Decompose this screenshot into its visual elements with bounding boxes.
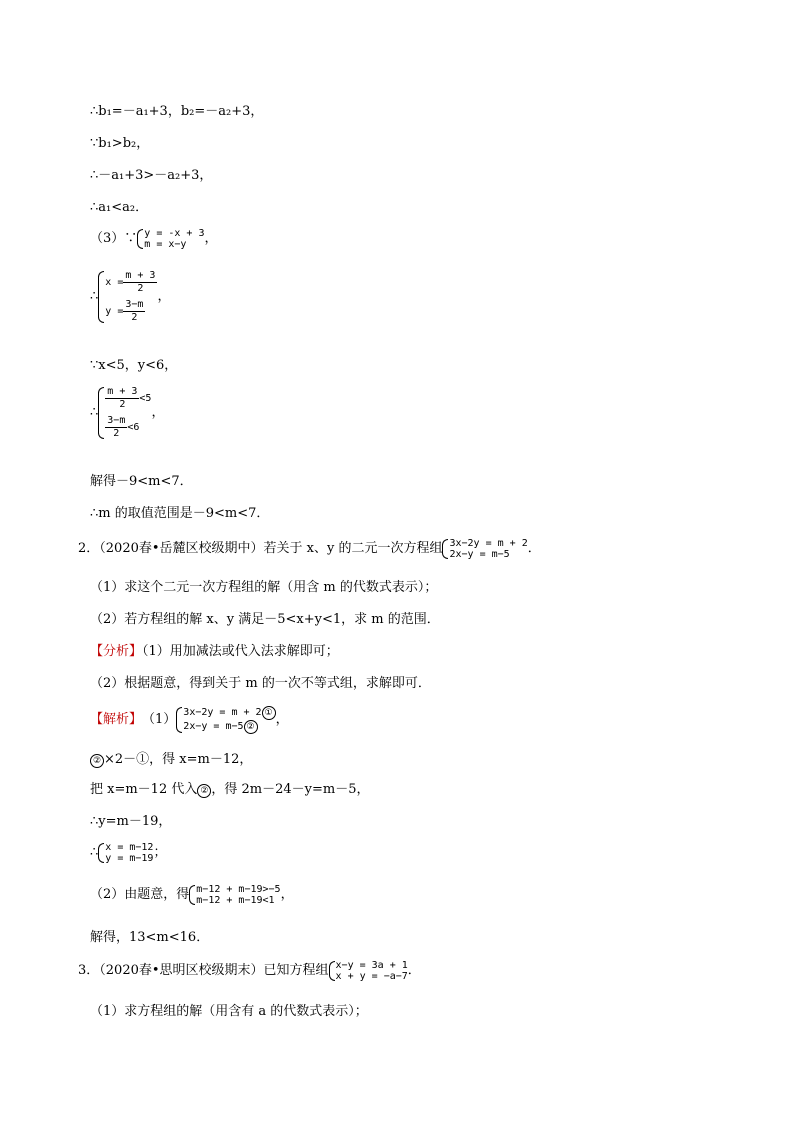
question-part: （1）求方程组的解（用含有 a 的代数式表示）； xyxy=(90,1004,368,1019)
solution-line: ② ×2－①，得 x=m－12， xyxy=(90,752,252,768)
solution-line: ∴b₁=－a₁+3，b₂=－a₂+3， xyxy=(90,104,264,119)
solution-line: ∵x<5，y<6， xyxy=(90,358,178,373)
solution-line-system: （2）由题意，得 m−12 + m−19>−5 m−12 + m−19<1 ， xyxy=(90,884,294,906)
circled-number: ① xyxy=(262,706,276,720)
solution-line-system: （3）∵ y = -x + 3 m = x−y ， xyxy=(90,228,218,250)
solution-line: 把 x=m－12 代入 ② ，得 2m－24－y=m－5， xyxy=(90,782,370,797)
solution-tag: 【解析】 xyxy=(90,712,143,727)
equation-system: x−y = 3a + 1 x + y = −a−7 xyxy=(329,960,408,982)
equation-system: y = -x + 3 m = x−y xyxy=(137,228,204,250)
solution-line: ∴y=m－19， xyxy=(90,814,172,829)
solution-line: ∵b₁>b₂， xyxy=(90,136,150,151)
circled-number: ② xyxy=(244,720,258,734)
equation-system: x = m−12 y = m−19 xyxy=(98,842,153,864)
solution-line-system: ∴ x = m−12 y = m−19 ； xyxy=(90,842,167,864)
inequality-system: $\frac{m + 3}{2}$ <5 $\frac{3-m}{2}$ <6 xyxy=(98,386,151,440)
equation-system: 3x−2y = m + 2 2x−y = m−5 xyxy=(442,538,527,560)
circled-number: ② xyxy=(197,784,211,798)
fraction: $\frac{3-m}{2}$ xyxy=(107,415,126,439)
solution-line-system: ∴ x = $\frac{m + 3}{2}$ y = $\frac{3-m}{2}$ ， xyxy=(90,270,171,323)
solution-line-system: 【解析】 （1） 3x−2y = m + 2 ① 2x−y = m−5 ② ， xyxy=(90,707,289,732)
circled-number: ② xyxy=(90,754,104,768)
inequality-system: m−12 + m−19>−5 m−12 + m−19<1 xyxy=(189,884,280,906)
solution-line: ∴a₁<a₂． xyxy=(90,200,149,215)
solution-line: 解得，13<m<16． xyxy=(90,930,210,945)
question-3-title: 3．（2020春•思明区校级期末）已知方程组 x−y = 3a + 1 x + y = −a−7 ． xyxy=(78,960,421,982)
solution-line: ∴－a₁+3>－a₂+3， xyxy=(90,168,213,183)
question-2-title: 2．（2020春•岳麓区校级期中）若关于 x、y 的二元一次方程组 3x−2y = m + 2 2x−y = m−5 ． xyxy=(78,538,541,560)
equation-system: x = $\frac{m + 3}{2}$ y = $\frac{3-m}{2}$ xyxy=(98,270,157,324)
question-part: （1）求这个二元一次方程组的解（用含 m 的代数式表示）； xyxy=(90,580,438,595)
solution-line: ∴m 的取值范围是－9<m<7． xyxy=(90,506,270,521)
fraction: $\frac{m + 3}{2}$ xyxy=(107,386,138,410)
solution-line: 解得－9<m<7． xyxy=(90,474,193,489)
analysis-line: （2）根据题意，得到关于 m 的一次不等式组，求解即可． xyxy=(90,676,431,691)
analysis-tag: 【分析】 xyxy=(90,644,143,659)
fraction: $\frac{m + 3}{2}$ xyxy=(125,270,156,294)
fraction: $\frac{3-m}{2}$ xyxy=(125,299,144,323)
analysis-line: 【分析】（1）用加减法或代入法求解即可； xyxy=(90,644,339,659)
equation-system: 3x−2y = m + 2 ① 2x−y = m−5 ② xyxy=(176,706,275,734)
solution-line-system: ∴ $\frac{m + 3}{2}$ <5 $\frac{3-m}{2}$ <6 ， xyxy=(90,386,165,439)
question-part: （2）若方程组的解 x、y 满足－5<x+y<1，求 m 的范围． xyxy=(90,612,440,627)
